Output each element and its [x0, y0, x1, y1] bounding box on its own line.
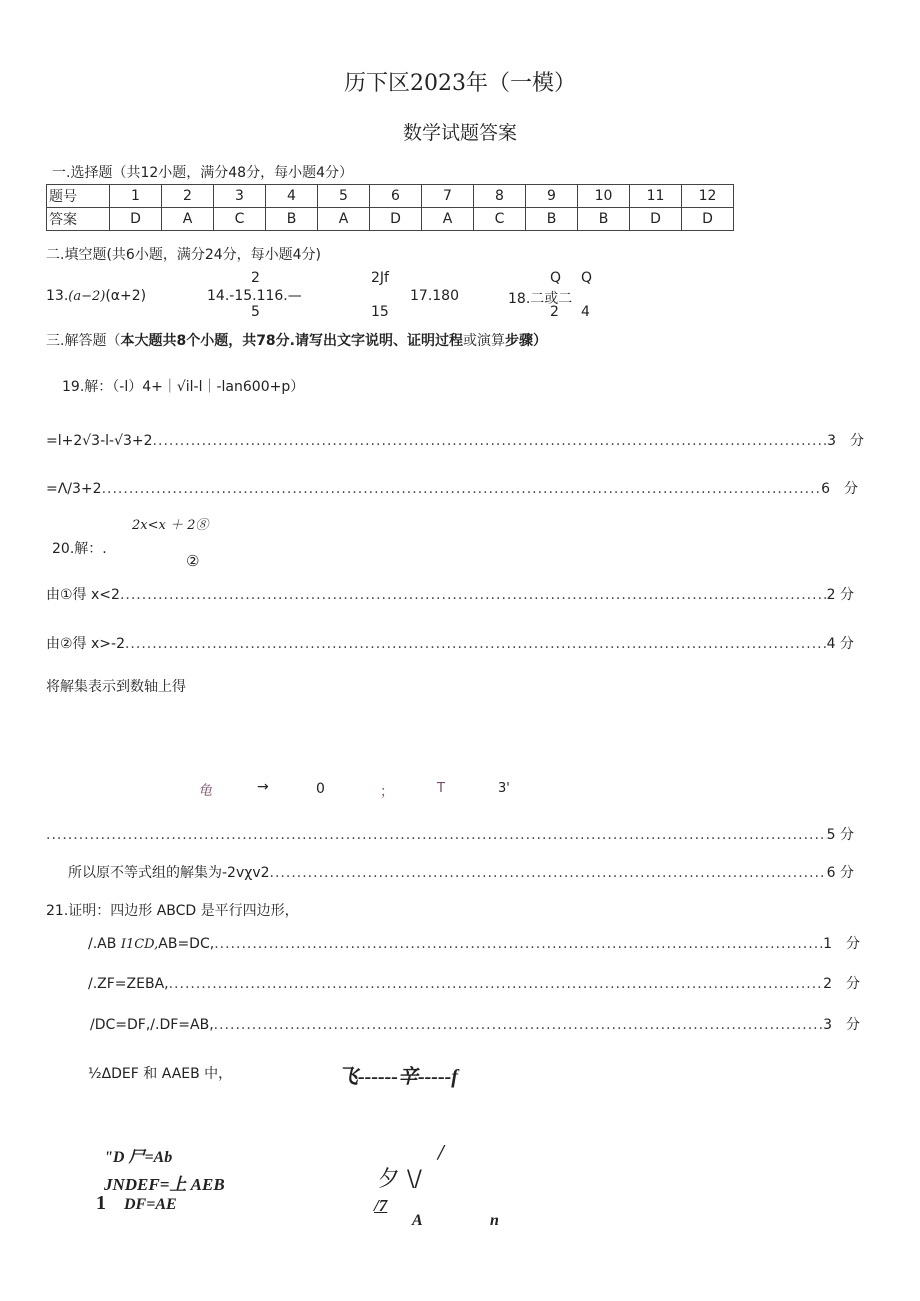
- q19-step2: [46, 478, 858, 498]
- q13-rest: (α+2): [105, 288, 147, 304]
- table-cell: 12: [682, 185, 734, 208]
- table-cell: D: [682, 208, 734, 231]
- frac-top-16: 2Jf: [371, 270, 389, 286]
- section2-heading: 二.填空题(共6小题，满分24分，每小题4分): [46, 247, 322, 263]
- q21-line3: [90, 1014, 860, 1034]
- table-cell: D: [370, 208, 422, 231]
- table-cell: C: [214, 208, 266, 231]
- section3-heading-plain2: 或演算: [463, 333, 505, 349]
- q13-italic: (a−2): [68, 289, 106, 304]
- q19-stem: 19.解：（-l）4+｜√il-l｜-lan600+p）: [62, 379, 305, 395]
- score: 2 分: [823, 976, 860, 992]
- table-cell: D: [110, 208, 162, 231]
- q21-cond-2: JNDEF=上 AEB: [104, 1175, 225, 1194]
- q18-bottom-b: 4: [581, 304, 590, 320]
- q21-fig-slash: /: [438, 1142, 445, 1163]
- score: 1 分: [823, 936, 860, 952]
- q21-fig-label-a: A: [412, 1212, 423, 1229]
- table-row-numbers: [47, 185, 734, 208]
- table-cell: 9: [526, 185, 578, 208]
- numline-mark-1: 龟: [198, 783, 212, 799]
- score: 4 分: [826, 636, 854, 652]
- table-cell: A: [318, 208, 370, 231]
- q18-top-b: Q: [581, 270, 593, 286]
- q20-conclusion: [68, 862, 854, 882]
- leader-dots: [169, 976, 823, 992]
- answer-table: [46, 184, 734, 231]
- q20-circle-2: ②: [186, 552, 200, 570]
- q21-line4: ½ΔDEF 和 AAEB 中，: [88, 1066, 233, 1082]
- frac-bottom-16: 15: [371, 304, 389, 320]
- q14-16-answer: 14.-15.116.—: [207, 288, 302, 304]
- q21-stem: 21.证明：四边形 ABCD 是平行四边形，: [46, 903, 299, 919]
- q13-answer: [46, 288, 146, 304]
- table-cell: 5: [318, 185, 370, 208]
- score: 6 分: [826, 865, 854, 881]
- table-cell: B: [266, 208, 318, 231]
- leader-dots: [214, 1017, 823, 1033]
- frac-top-14: 2: [251, 270, 260, 286]
- frac-bottom-14: 5: [251, 304, 260, 320]
- q20-numline-text: 将解集表示到数轴上得: [46, 679, 186, 695]
- score: 3 分: [827, 433, 864, 449]
- step-text: 由①得 x<2: [46, 587, 120, 603]
- leader-dots: [270, 865, 827, 881]
- l1-a: /.AB: [88, 936, 117, 952]
- table-cell: D: [630, 208, 682, 231]
- table-cell: 3: [214, 185, 266, 208]
- step-text: /DC=DF,/.DF=AB,: [90, 1017, 214, 1033]
- l1-ital: I1CD,: [120, 937, 159, 952]
- q17-answer: 17.180: [410, 288, 459, 304]
- table-cell: A: [422, 208, 474, 231]
- leader-dots: [214, 936, 823, 952]
- q20-label: 20.解：.: [52, 541, 107, 557]
- row-label: 答案: [47, 208, 110, 231]
- score: 5 分: [826, 827, 854, 843]
- q21-figure-top: 飞------辛-----f: [338, 1066, 458, 1088]
- step-text: =Λ/3+2: [46, 481, 102, 497]
- q19-step1: [46, 430, 864, 450]
- table-cell: B: [526, 208, 578, 231]
- numline-mark-4: 3': [498, 781, 510, 796]
- step-text: 所以原不等式组的解集为-2vχv2: [68, 865, 270, 881]
- numline-zero: 0: [316, 781, 325, 797]
- step-text: =l+2√3-l-√3+2: [46, 433, 153, 449]
- score: 6 分: [821, 481, 858, 497]
- q21-line1: [88, 933, 860, 953]
- table-cell: 4: [266, 185, 318, 208]
- q20-system-top: 2x<x ＋ 2⑧: [132, 518, 209, 533]
- leader-dots: [153, 433, 828, 449]
- step-text: [88, 936, 214, 952]
- q18-bottom-a: 2: [550, 304, 559, 320]
- leader-dots: [46, 827, 827, 843]
- step-text: 由②得 x>-2: [46, 636, 125, 652]
- numline-mark-3: T: [437, 781, 445, 796]
- table-cell: 10: [578, 185, 630, 208]
- table-cell: C: [474, 208, 526, 231]
- q21-line2: [88, 973, 860, 993]
- q20-step1: [46, 584, 854, 604]
- q21-cond-3-num: 1: [96, 1192, 106, 1214]
- table-cell: 8: [474, 185, 526, 208]
- leader-dots: [102, 481, 822, 497]
- q21-fig-mid: 夕 \/: [378, 1167, 422, 1192]
- q18-top-a: Q: [550, 270, 562, 286]
- row-label: 题号: [47, 185, 110, 208]
- table-cell: A: [162, 208, 214, 231]
- q21-fig-low: /7: [374, 1196, 388, 1215]
- table-cell: 11: [630, 185, 682, 208]
- section3-heading-bold2: 步骤）: [505, 333, 547, 349]
- table-cell: 1: [110, 185, 162, 208]
- table-cell: 7: [422, 185, 474, 208]
- table-cell: B: [578, 208, 630, 231]
- numline-mark-2: ；: [380, 784, 394, 800]
- table-row-answers: [47, 208, 734, 231]
- q21-fig-label-n: n: [490, 1212, 499, 1229]
- section3-heading: [46, 330, 547, 350]
- l1-rest: AB=DC,: [158, 936, 215, 952]
- section1-heading: 一.选择题（共12小题，满分48分，每小题4分）: [52, 165, 353, 181]
- q13-prefix: 13.: [46, 288, 69, 304]
- q20-step2: [46, 633, 854, 653]
- leader-dots: [120, 587, 827, 603]
- q18-answer: 18.二或二: [508, 291, 573, 307]
- page-subtitle: 数学试题答案: [402, 122, 517, 144]
- q21-cond-3: DF=AE: [124, 1196, 177, 1213]
- numline-arrow: →: [257, 779, 269, 795]
- section3-heading-plain: 三.解答题（: [46, 333, 121, 349]
- score: 2 分: [826, 587, 854, 603]
- leader-dots: [125, 636, 827, 652]
- score: 3 分: [823, 1017, 860, 1033]
- page-title: 历下区2023年（一模）: [344, 71, 576, 96]
- table-cell: 2: [162, 185, 214, 208]
- step-text: /.ZF=ZEBA,: [88, 976, 169, 992]
- q20-step3: [46, 824, 854, 844]
- table-cell: 6: [370, 185, 422, 208]
- section3-heading-bold: 本大题共8个小题，共78分.请写出文字说明、证明过程: [120, 333, 463, 349]
- q21-cond-1: "D 尸=Ab: [104, 1149, 173, 1166]
